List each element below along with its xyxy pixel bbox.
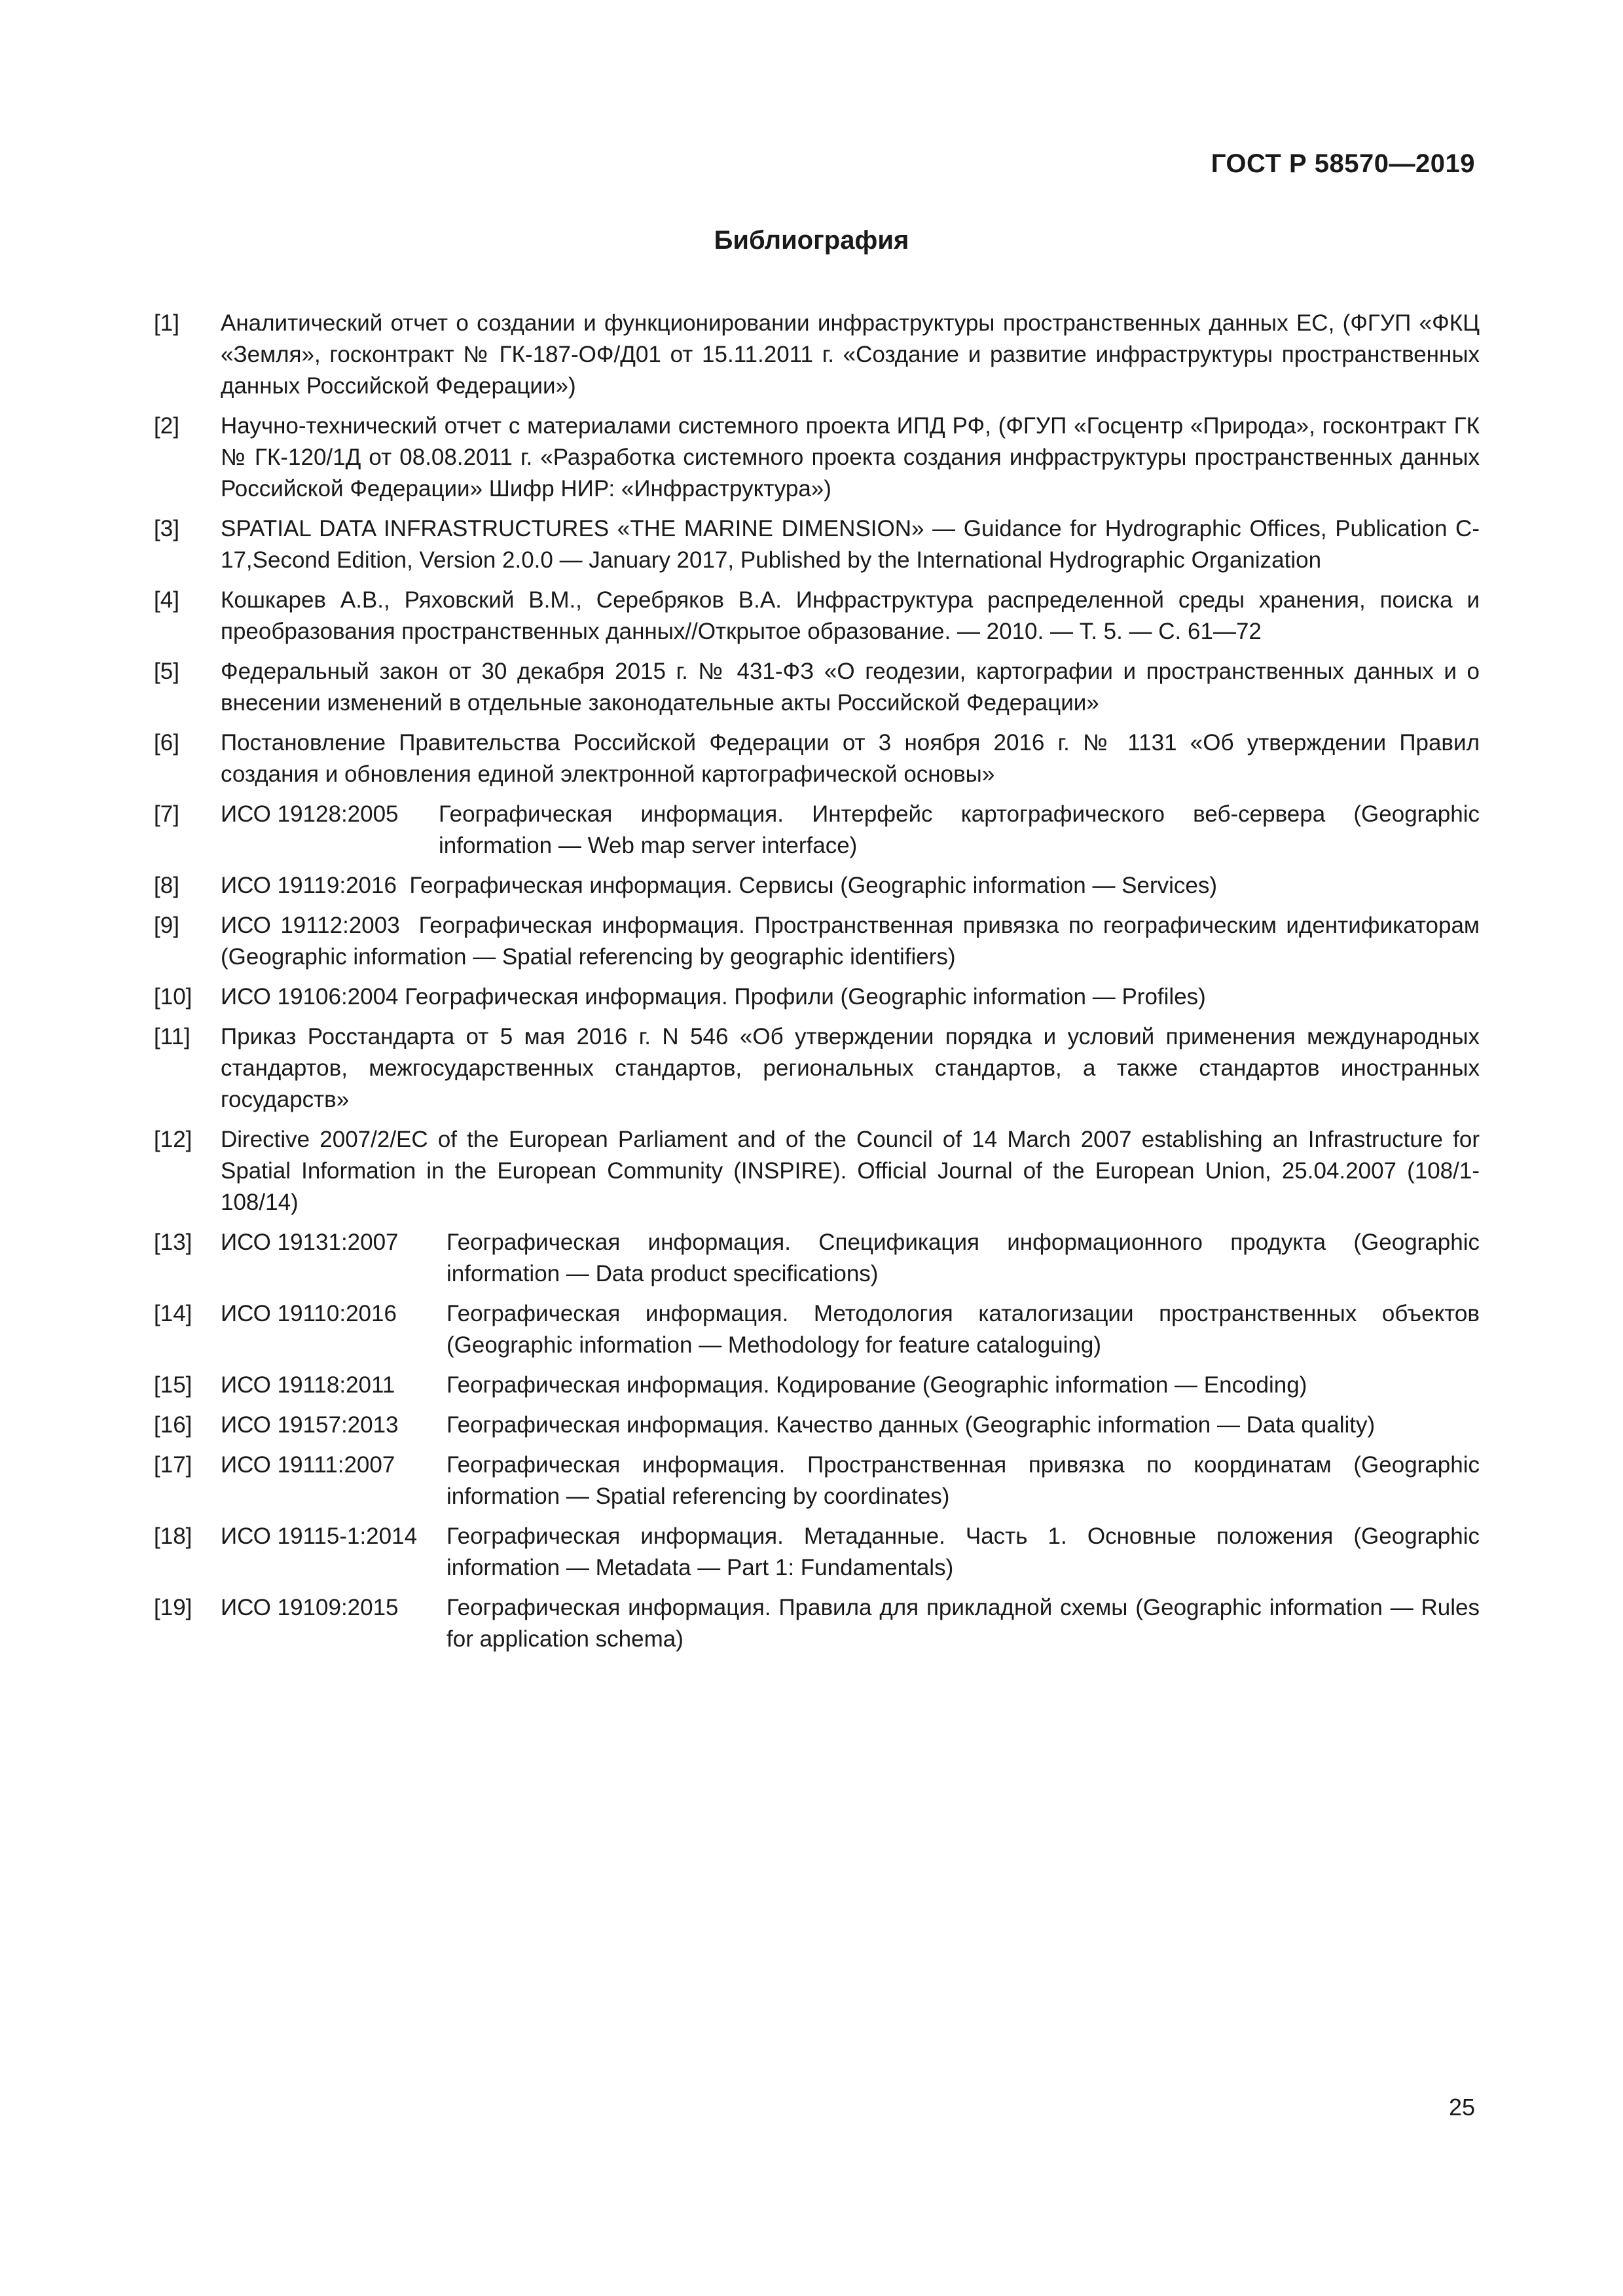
entry-text: Географическая информация. Сервисы (Geographic information — Services) [409, 873, 1218, 898]
bibliography-entry [154, 1021, 1480, 1116]
standard-code: ИСО 19111:2007 [221, 1452, 395, 1478]
bibliography-entry [154, 1592, 1480, 1655]
entry-text: Кошкарев А.В., Ряховский В.М., Серебряков В.А. Инфраструктура распределенной среды хранения, поиска и преобразования пространственных данных//Открытое образование. — 2010. — Т. 5. — С. 61—72 [221, 587, 1480, 644]
bibliography-entry [154, 513, 1480, 576]
bibliography-entry [154, 410, 1480, 505]
entry-text: Приказ Росстандарта от 5 мая 2016 г. N 546 «Об утверждении порядка и условий применения международных стандартов, межгосударственных стандартов, региональных стандартов, а также стандартов иностранных государств» [221, 1024, 1480, 1112]
entry-text: Географическая информация. Спецификация информационного продукта (Geographic information — Data product specifications) [447, 1230, 1480, 1286]
bibliography-entry [154, 1449, 1480, 1512]
entry-text: Географическая информация. Интерфейс картографического веб-сервера (Geographic information — Web map server interface) [439, 801, 1480, 858]
entry-number: [6] [154, 730, 179, 756]
entry-text: Географическая информация. Кодирование (Geographic information — Encoding) [447, 1372, 1307, 1398]
bibliography-entry [154, 1124, 1480, 1218]
entry-text: SPATIAL DATA INFRASTRUCTURES «THE MARINE DIMENSION» — Guidance for Hydrographic Offices, Publication C-17,Second Edition, Version 2.0.0 — January 2017, Published by the International Hydrographic Organization [221, 516, 1480, 573]
entry-number: [7] [154, 801, 179, 827]
bibliography-list [154, 308, 1480, 1664]
bibliography-entry [154, 1521, 1480, 1584]
standard-code: ИСО 19118:2011 [221, 1372, 395, 1398]
bibliography-entry [154, 799, 1480, 862]
entry-number: [13] [154, 1230, 192, 1255]
entry-text-wrapper [221, 981, 1480, 1013]
entry-number: [1] [154, 310, 179, 336]
entry-text-wrapper [221, 870, 1480, 902]
standard-code: ИСО 19128:2005 [221, 801, 399, 827]
bibliography-entry [154, 727, 1480, 790]
standard-code: ИСО 19119:2016 [221, 873, 397, 898]
bibliography-entry [154, 1298, 1480, 1361]
document-code: ГОСТ Р 58570—2019 [1211, 149, 1475, 178]
entry-number: [9] [154, 913, 179, 938]
entry-number: [10] [154, 984, 192, 1010]
standard-code: ИСО 19157:2013 [221, 1412, 399, 1438]
standard-code: ИСО 19109:2015 [221, 1595, 399, 1620]
entry-number: [18] [154, 1523, 192, 1549]
entry-number: [2] [154, 413, 179, 439]
standard-code: ИСО 19110:2016 [221, 1301, 397, 1326]
entry-text: Географическая информация. Метаданные. Часть 1. Основные положения (Geographic information — Metadata — Part 1: Fundamentals) [447, 1523, 1480, 1580]
standard-code: ИСО 19131:2007 [221, 1230, 399, 1255]
entry-number: [5] [154, 659, 179, 684]
entry-number: [8] [154, 873, 179, 898]
entry-text: Географическая информация. Правила для прикладной схемы (Geographic information — Rules for application schema) [447, 1595, 1480, 1652]
bibliography-entry [154, 1227, 1480, 1290]
entry-number: [16] [154, 1412, 192, 1438]
entry-number: [11] [154, 1024, 191, 1049]
standard-code: ИСО 19106:2004 [221, 984, 399, 1010]
entry-text: Географическая информация. Качество данных (Geographic information — Data quality) [447, 1412, 1376, 1438]
standard-code: ИСО 19112:2003 [221, 913, 400, 938]
entry-text-wrapper [221, 910, 1480, 973]
entry-text: Научно-технический отчет с материалами системного проекта ИПД РФ, (ФГУП «Госцентр «Природа», госконтракт ГК № ГК-120/1Д от 08.08.2011 г. «Разработка системного проекта создания инфраструктуры пространственных данных Российской Федерации» Шифр НИР: «Инфраструктура») [221, 413, 1480, 501]
entry-text: Directive 2007/2/EC of the European Parliament and of the Council of 14 March 2007 establishing an Infrastructure for Spatial Information in the European Community (INSPIRE). Official Journal of the European Union, 25.04.2007 (108/1-108/14) [221, 1127, 1480, 1215]
page-number: 25 [1448, 2094, 1475, 2121]
entry-number: [14] [154, 1301, 192, 1326]
entry-text: Федеральный закон от 30 декабря 2015 г. № 431-ФЗ «О геодезии, картографии и пространственных данных и о внесении изменений в отдельные законодательные акты Российской Федерации» [221, 659, 1480, 716]
entry-text: Географическая информация. Профили (Geographic information — Profiles) [405, 984, 1206, 1010]
bibliography-entry [154, 656, 1480, 719]
entry-number: [15] [154, 1372, 192, 1398]
bibliography-entry [154, 585, 1480, 647]
bibliography-entry [154, 870, 1480, 902]
entry-text: Географическая информация. Пространственная привязка по географическим идентификаторам (Geographic information — Spatial referencing by geographic identifiers) [221, 913, 1480, 970]
page-title: Библиография [714, 226, 909, 255]
entry-number: [17] [154, 1452, 192, 1478]
entry-text: Постановление Правительства Российской Федерации от 3 ноября 2016 г. № 1131 «Об утверждении Правил создания и обновления единой электронной картографической основы» [221, 730, 1480, 787]
entry-number: [4] [154, 587, 179, 613]
standard-code: ИСО 19115-1:2014 [221, 1523, 418, 1549]
entry-number: [3] [154, 516, 179, 541]
bibliography-entry [154, 981, 1480, 1013]
bibliography-entry [154, 308, 1480, 402]
bibliography-entry [154, 910, 1480, 973]
entry-text: Аналитический отчет о создании и функционировании инфраструктуры пространственных данных ЕС, (ФГУП «ФКЦ «Земля», госконтракт № ГК-187-ОФ/Д01 от 15.11.2011 г. «Создание и развитие инфраструктуры пространственных данных Российской Федерации») [221, 310, 1480, 399]
entry-number: [19] [154, 1595, 192, 1620]
entry-number: [12] [154, 1127, 192, 1152]
bibliography-entry [154, 1370, 1480, 1401]
entry-text: Географическая информация. Методология каталогизации пространственных объектов (Geographic information — Methodology for feature cataloguing) [447, 1301, 1480, 1358]
entry-text: Географическая информация. Пространственная привязка по координатам (Geographic information — Spatial referencing by coordinates) [447, 1452, 1480, 1509]
bibliography-entry [154, 1410, 1480, 1441]
